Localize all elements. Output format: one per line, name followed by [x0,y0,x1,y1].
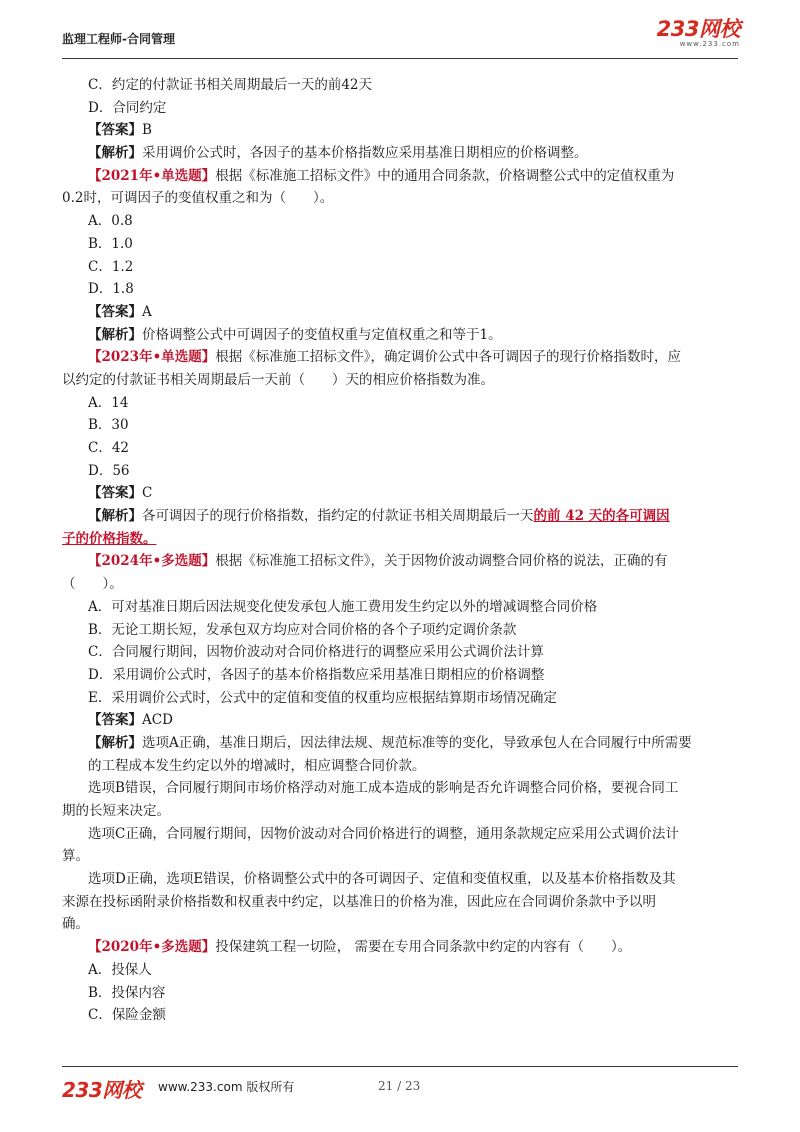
line-text: C．保险金额 [88,1007,166,1024]
option-line [62,619,742,642]
line-text: 根据《标准施工招标文件》中的通用合同条款，价格调整公式中的定值权重为 [215,167,675,184]
line-text: 期的长短来决定。 [62,803,170,819]
line-text: C．1.2 [88,258,134,275]
wrap-line [62,187,742,210]
answer-line [62,709,742,732]
option-line [62,210,742,233]
document-title: 监理工程师-合同管理 [62,32,175,46]
question-tag: 【2020年•多选题】 [88,939,216,956]
line-text: 选项B错误，合同履行期间市场价格浮动对施工成本造成的影响是否允许调整合同价格，要视合同工 [88,780,679,797]
section-label: 【解析】 [88,326,142,343]
line-text: 以约定的付款证书相关周期最后一天前（ ）天的相应价格指数为准。 [62,371,494,388]
line-text: D．采用调价公式时，各因子的基本价格指数应采用基准日期相应的价格调整 [88,666,545,683]
question-line [62,165,742,188]
analysis-line [62,324,742,347]
logo-url: www.233.com [679,40,740,48]
footer-divider [62,1066,738,1067]
option-line [62,687,742,710]
line-text: 根据《标准施工招标文件》，关于因物价波动调整合同价格的说法，正确的有 [215,553,668,570]
logo-text: 233网校 [656,17,740,41]
line-text: A．14 [88,394,129,411]
line-text: B．投保内容 [88,984,166,1001]
question-tag: 【2021年•单选题】 [88,167,216,184]
option-line [62,278,742,301]
line-text: A．0.8 [88,213,133,230]
section-label: 【解析】 [88,734,142,751]
question-tag: 【2024年•多选题】 [88,553,216,570]
line-text: 价格调整公式中可调因子的变值权重与定值权重之和等于1。 [142,326,502,343]
answer-line [62,301,742,324]
line-text: 选项A正确，基准日期后，因法律法规、规范标准等的变化，导致承包人在合同履行中所需要 [142,734,692,751]
line-text: D．1.8 [88,281,134,298]
option-line [62,460,742,483]
line-text: 算。 [62,848,89,865]
line-text: 0.2时，可调因子的变值权重之和为（ ）。 [62,190,334,207]
line-text: D．合同约定 [88,99,167,116]
brand-logo [636,18,740,54]
wrap-line [62,800,742,823]
option-line [62,437,742,460]
option-line [62,256,742,279]
line-text: B．无论工期长短，发承包双方均应对合同价格的各个子项约定调价条款 [88,621,517,638]
line-text: B [142,122,152,139]
option-line [62,596,742,619]
question-line [62,550,742,573]
option-line [62,959,742,982]
line-text: 来源在投标函附录价格指数和权重表中约定，以基准日的价格为准，因此应在合同调价条款中予以明 [62,893,656,910]
wrap-line [62,845,742,868]
option-line [62,755,742,778]
section-label: 【答案】 [88,122,142,139]
line-text: ACD [142,712,173,729]
line-text: 选项D正确，选项E错误，价格调整公式中的各可调因子、定值和变值权重，以及基本价格指数及其 [88,871,676,888]
wrap-line [62,528,742,551]
line-text: 根据《标准施工招标文件》，确定调价公式中各可调因子的现行价格指数时，应 [215,349,681,366]
wrap-line [62,913,742,936]
wrap-line [62,891,742,914]
analysis-line [62,505,742,528]
option-line [62,868,742,891]
line-text: A．可对基准日期后因法规变化使发承包人施工费用发生约定以外的增减调整合同价格 [88,598,598,615]
highlighted-text: 的前 42 天的各可调因 [533,508,670,525]
wrap-line [62,369,742,392]
line-text: 确。 [62,916,89,933]
option-line [62,97,742,120]
document-body [62,74,742,1027]
highlighted-text: 子的价格指数。 [62,530,157,547]
footer-logo: 233网校 [62,1078,142,1102]
section-label: 【答案】 [88,485,142,502]
line-text: 的工程成本发生约定以外的增减时，相应调整合同价款。 [88,757,426,774]
line-text: A [142,303,152,320]
section-label: 【解析】 [88,145,142,162]
page-number: 21 / 23 [378,1079,421,1093]
section-label: 【答案】 [88,303,142,320]
line-text: C．42 [88,440,130,456]
option-line [62,414,742,437]
analysis-line [62,732,742,755]
line-text: C．约定的付款证书相关周期最后一天的前42天 [88,77,373,93]
wrap-line [62,573,742,596]
question-line [62,936,742,959]
line-text: E．采用调价公式时，公式中的定值和变值的权重均应根据结算期市场情况确定 [88,689,557,706]
option-line [62,641,742,664]
option-line [62,664,742,687]
option-line [62,392,742,415]
analysis-line [62,142,742,165]
question-tag: 【2023年•单选题】 [88,349,216,366]
line-text: 选项C正确，合同履行期间，因物价波动对合同价格进行的调整，通用条款规定应采用公式调价法计 [88,825,679,842]
line-text: 投保建筑工程一切险， 需要在专用合同条款中约定的内容有（ ）。 [215,939,632,956]
option-line [62,233,742,256]
answer-line [62,119,742,142]
option-line [62,823,742,846]
option-line [62,777,742,800]
line-text: B．1.0 [88,235,133,252]
question-line [62,346,742,369]
answer-line [62,482,742,505]
section-label: 【答案】 [88,712,142,729]
line-text: D．56 [88,462,130,479]
footer-copyright: www.233.com 版权所有 [158,1080,295,1094]
line-text: （ ）。 [62,576,123,593]
line-text: 采用调价公式时，各因子的基本价格指数应采用基准日期相应的价格调整。 [142,145,588,162]
header-divider [62,58,738,59]
line-text: C．合同履行期间，因物价波动对合同价格进行的调整应采用公式调价法计算 [88,644,544,661]
line-text: A．投保人 [88,961,152,978]
option-line [62,982,742,1005]
line-text: 各可调因子的现行价格指数，指约定的付款证书相关周期最后一天 [142,508,534,525]
option-line [62,1004,742,1027]
option-line [62,74,742,97]
section-label: 【解析】 [88,508,142,525]
line-text: C [142,485,153,502]
line-text: B．30 [88,417,129,434]
